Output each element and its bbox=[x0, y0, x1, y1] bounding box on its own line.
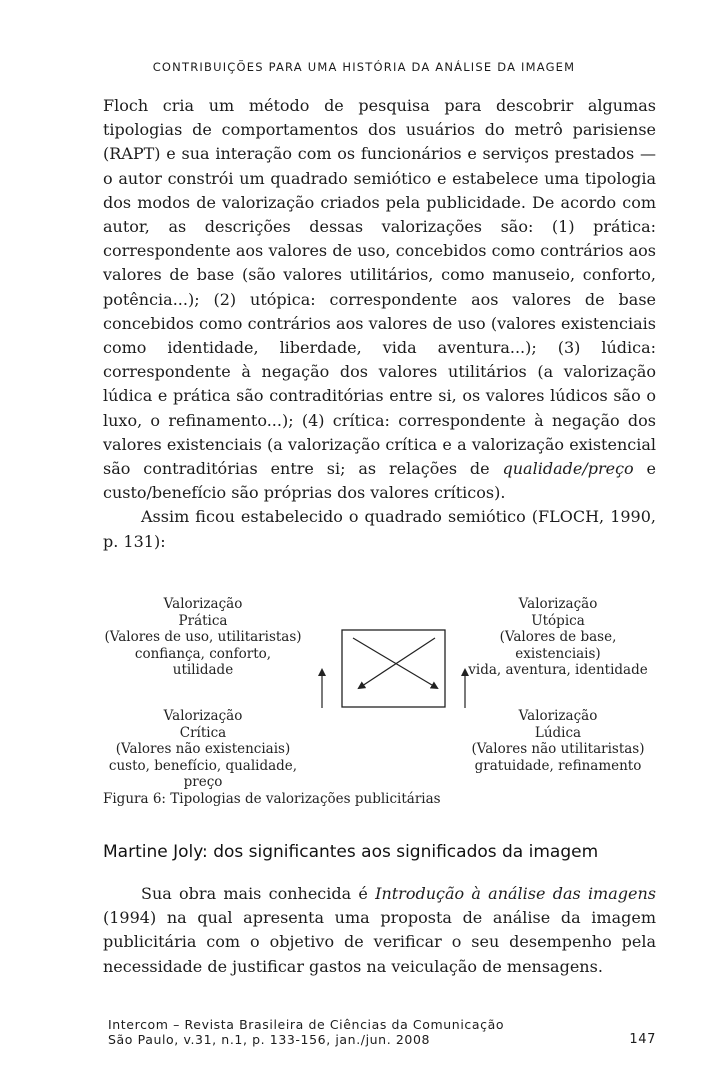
page-number: 147 bbox=[629, 1032, 656, 1047]
running-header: CONTRIBUIÇÕES PARA UMA HISTÓRIA DA ANÁLISE DA IMAGEM bbox=[152, 60, 576, 74]
quadrant-name: Lúdica bbox=[534, 724, 582, 741]
section-heading: Martine Joly: dos significantes aos significados da imagem bbox=[103, 842, 599, 862]
quadrant-desc: (Valores não utilitaristas) bbox=[471, 741, 645, 757]
italic-term: qualidade/preço bbox=[502, 459, 634, 479]
quadrant-title: Valorização bbox=[163, 708, 243, 724]
quadrant-name: Crítica bbox=[179, 724, 227, 741]
paragraph-floch bbox=[103, 94, 656, 554]
semiotic-square-diagram bbox=[103, 596, 656, 781]
text-run: Sua obra mais conhecida é bbox=[141, 884, 376, 903]
page-footer bbox=[108, 1017, 656, 1047]
issue-info: São Paulo, v.31, n.1, p. 133-156, jan./jun. 2008 bbox=[108, 1032, 431, 1047]
paragraph-text bbox=[103, 94, 656, 505]
paragraph-joly bbox=[103, 882, 656, 979]
journal-name: Intercom – Revista Brasileira de Ciências da Comunicação bbox=[108, 1017, 505, 1032]
quadrant-title: Valorização bbox=[518, 596, 598, 612]
text-run: (1994) na qual apresenta uma proposta de análise da imagem publicitária com o objetivo de verificar o seu desempenho pela necessidade de justificar gastos na veiculação de mensagens. bbox=[103, 908, 656, 976]
semiotic-square-figure bbox=[103, 596, 656, 790]
quadrant-name: Utópica bbox=[531, 612, 585, 629]
quadrant-desc: custo, benefício, qualidade, preço bbox=[108, 757, 298, 790]
figure-caption: Figura 6: Tipologias de valorizações publicitárias bbox=[103, 791, 441, 807]
quadrant-title: Valorização bbox=[163, 596, 243, 612]
quadrant-desc: (Valores de uso, utilitaristas) bbox=[104, 629, 302, 645]
quadrant-desc: gratuidade, refinamento bbox=[474, 757, 642, 774]
quadrant-desc: vida, aventura, identidade bbox=[468, 662, 648, 678]
paragraph-quadrado: Assim ficou estabelecido o quadrado semiótico (FLOCH, 1990, p. 131): bbox=[103, 507, 656, 551]
quadrant-desc: (Valores de base, existenciais) bbox=[499, 629, 617, 662]
quadrant-desc: (Valores não existenciais) bbox=[115, 741, 291, 757]
quadrant-name: Prática bbox=[178, 612, 228, 629]
quadrant-desc: confiança, conforto, utilidade bbox=[134, 645, 272, 678]
text-run: e custo/benefício são próprias dos valores críticos). bbox=[103, 459, 656, 503]
paragraph-text bbox=[103, 882, 656, 979]
italic-title: Introdução à análise das imagens bbox=[375, 884, 656, 903]
quadrant-title: Valorização bbox=[518, 708, 598, 724]
text-run: Floch cria um método de pesquisa para descobrir algumas tipologias de comportamentos dos usuários do metrô parisiense (RAPT) e sua interação com os funcionários e serviços prestados — o autor constrói um quadrado semiótico e estabelece uma tipologia dos modos de valorização criados pela publicidade. De acordo com autor, as descrições dessas valorizações são: (1) prática: correspondente aos valores de uso, concebidos como contrários aos valores de base (são valores utilitários, como manuseio, conforto, potência...); (2) utópica: correspondente aos valores de base concebidos como contrários aos valores de uso (valores existenciais como identidade, liberdade, vida aventura...); (3) lúdica: correspondente à negação dos valores utilitários (a valorização lúdica e prática são contraditórias entre si, os valores lúdicos são o luxo, o refinamento...); (4) crítica: correspondente à negação dos valores existenciais (a valorização crítica e a valorização existencial são contraditórias entre si; as relações de bbox=[103, 96, 656, 479]
